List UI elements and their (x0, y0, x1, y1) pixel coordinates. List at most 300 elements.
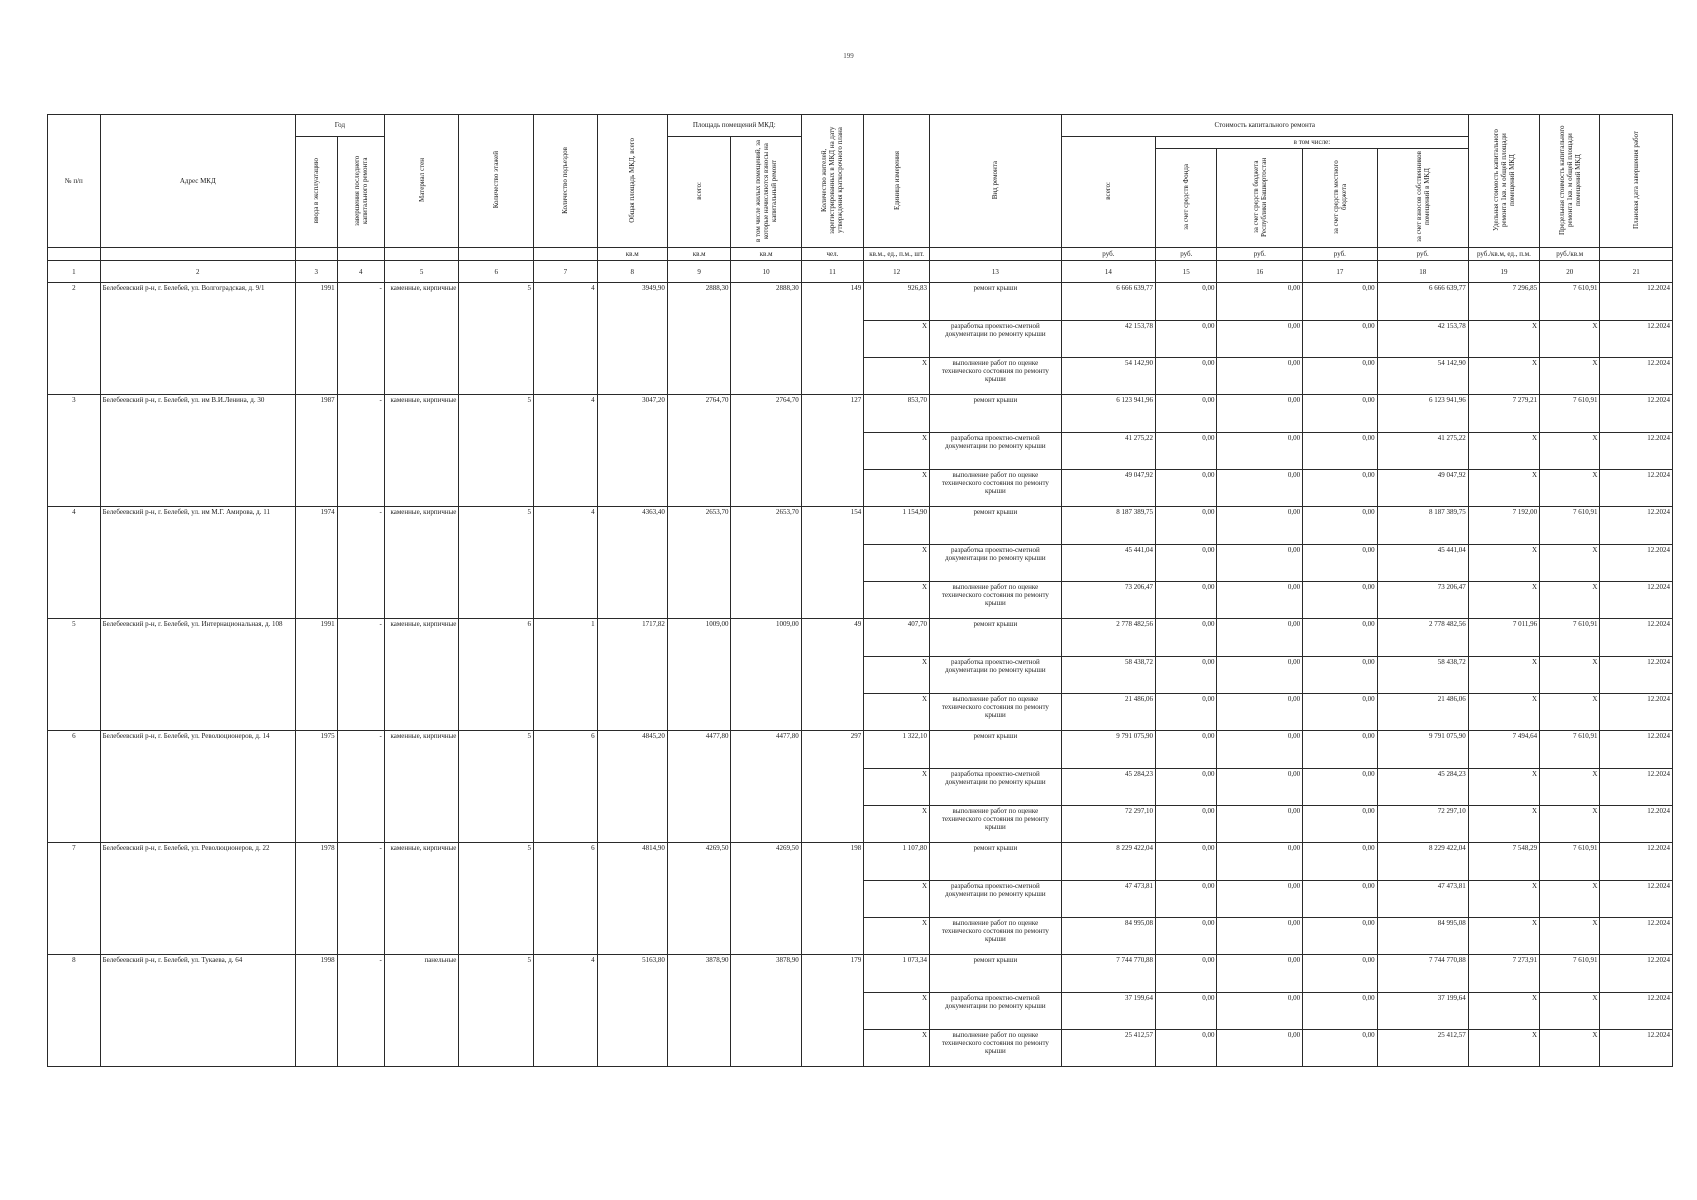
total-area-cell: 3949,90 (597, 283, 667, 395)
residents-cell: 149 (801, 283, 864, 395)
cost-total-cell: 45 284,23 (1061, 769, 1155, 806)
republic-cell: 0,00 (1217, 993, 1303, 1030)
area-all-cell: 2888,30 (667, 283, 731, 395)
unit-x-cell: X (864, 470, 930, 507)
header-deadline: Плановая дата завершения работ (1600, 115, 1673, 248)
republic-cell: 0,00 (1217, 918, 1303, 955)
republic-cell: 0,00 (1217, 731, 1303, 769)
local-cell: 0,00 (1303, 731, 1378, 769)
republic-cell: 0,00 (1217, 657, 1303, 694)
header-premises-area: Площадь помещений МКД: (667, 115, 801, 137)
area-paying-cell: 1009,00 (731, 619, 801, 731)
cost-total-cell: 41 275,22 (1061, 433, 1155, 470)
total-area-cell: 1717,82 (597, 619, 667, 731)
specific-cost-cell: 7 279,21 (1468, 395, 1539, 433)
address-cell: Белебеевский р-н, г. Белебей, ул. Революционеров, д. 22 (100, 843, 295, 955)
repair-year-cell: - (337, 395, 384, 507)
local-cell: 0,00 (1303, 881, 1378, 918)
specific-x-cell: X (1468, 321, 1539, 358)
max-x-cell: X (1540, 358, 1600, 395)
repair-year-cell: - (337, 619, 384, 731)
unit-x-cell: X (864, 918, 930, 955)
total-area-cell: 5163,80 (597, 955, 667, 1067)
fund-cell: 0,00 (1156, 507, 1217, 545)
column-number: 8 (597, 261, 667, 283)
max-x-cell: X (1540, 470, 1600, 507)
unit-republic: руб. (1217, 248, 1303, 261)
residents-cell: 154 (801, 507, 864, 619)
local-cell: 0,00 (1303, 507, 1378, 545)
deadline-cell: 12.2024 (1600, 358, 1673, 395)
work-type-cell: ремонт крыши (930, 731, 1062, 769)
row-number: 7 (48, 843, 101, 955)
unit-x-cell: X (864, 769, 930, 806)
column-number: 12 (864, 261, 930, 283)
fund-cell: 0,00 (1156, 1030, 1217, 1067)
republic-cell: 0,00 (1217, 955, 1303, 993)
max-x-cell: X (1540, 769, 1600, 806)
deadline-cell: 12.2024 (1600, 955, 1673, 993)
year-cell: 1978 (295, 843, 337, 955)
owners-cell: 6 123 941,96 (1377, 395, 1468, 433)
owners-cell: 58 438,72 (1377, 657, 1468, 694)
residents-cell: 297 (801, 731, 864, 843)
unit-max: руб./кв.м (1540, 248, 1600, 261)
header-floors: Количество этажей (459, 115, 534, 248)
local-cell: 0,00 (1303, 694, 1378, 731)
republic-cell: 0,00 (1217, 843, 1303, 881)
row-number: 8 (48, 955, 101, 1067)
max-x-cell: X (1540, 806, 1600, 843)
header-unit: Единица измерения (864, 115, 930, 248)
republic-cell: 0,00 (1217, 507, 1303, 545)
republic-cell: 0,00 (1217, 283, 1303, 321)
specific-cost-cell: 7 494,64 (1468, 731, 1539, 769)
work-type-cell: выполнение работ по оценке технического состояния по ремонту крыши (930, 358, 1062, 395)
row-number: 5 (48, 619, 101, 731)
header-area-paying: в том числе жилых помещений, за которые начисляются взносы на капитальный ремонт (731, 137, 801, 248)
header-entrances: Количество подъездов (534, 115, 598, 248)
cost-total-cell: 58 438,72 (1061, 657, 1155, 694)
specific-x-cell: X (1468, 918, 1539, 955)
floors-cell: 6 (459, 619, 534, 731)
local-cell: 0,00 (1303, 843, 1378, 881)
deadline-cell: 12.2024 (1600, 657, 1673, 694)
cost-total-cell: 37 199,64 (1061, 993, 1155, 1030)
house-row (48, 283, 1673, 321)
republic-cell: 0,00 (1217, 881, 1303, 918)
area-paying-cell: 2888,30 (731, 283, 801, 395)
max-x-cell: X (1540, 993, 1600, 1030)
work-type-cell: выполнение работ по оценке технического состояния по ремонту крыши (930, 582, 1062, 619)
republic-cell: 0,00 (1217, 395, 1303, 433)
cost-total-cell: 6 123 941,96 (1061, 395, 1155, 433)
entrances-cell: 4 (534, 283, 598, 395)
deadline-cell: 12.2024 (1600, 993, 1673, 1030)
deadline-cell: 12.2024 (1600, 806, 1673, 843)
column-number: 14 (1061, 261, 1155, 283)
specific-x-cell: X (1468, 657, 1539, 694)
owners-cell: 45 284,23 (1377, 769, 1468, 806)
local-cell: 0,00 (1303, 993, 1378, 1030)
deadline-cell: 12.2024 (1600, 918, 1673, 955)
local-cell: 0,00 (1303, 470, 1378, 507)
address-cell: Белебеевский р-н, г. Белебей, ул. Интернациональная, д. 108 (100, 619, 295, 731)
repair-year-cell: - (337, 955, 384, 1067)
cost-total-cell: 25 412,57 (1061, 1030, 1155, 1067)
column-number: 9 (667, 261, 731, 283)
specific-x-cell: X (1468, 993, 1539, 1030)
max-cost-cell: 7 610,91 (1540, 283, 1600, 321)
cost-total-cell: 2 778 482,56 (1061, 619, 1155, 657)
house-row (48, 731, 1673, 769)
specific-x-cell: X (1468, 881, 1539, 918)
local-cell: 0,00 (1303, 321, 1378, 358)
work-type-cell: ремонт крыши (930, 395, 1062, 433)
unit-x-cell: X (864, 433, 930, 470)
max-cost-cell: 7 610,91 (1540, 395, 1600, 433)
header-owners: за счет взносов собственников помещений в МКД (1377, 149, 1468, 248)
unit-area-paying: кв.м (731, 248, 801, 261)
address-cell: Белебеевский р-н, г. Белебей, ул. им В.И.Ленина, д. 30 (100, 395, 295, 507)
specific-x-cell: X (1468, 358, 1539, 395)
row-number: 3 (48, 395, 101, 507)
deadline-cell: 12.2024 (1600, 470, 1673, 507)
area-paying-cell: 2764,70 (731, 395, 801, 507)
cost-total-cell: 21 486,06 (1061, 694, 1155, 731)
column-number: 1 (48, 261, 101, 283)
address-cell: Белебеевский р-н, г. Белебей, ул. Революционеров, д. 14 (100, 731, 295, 843)
specific-x-cell: X (1468, 1030, 1539, 1067)
owners-cell: 73 206,47 (1377, 582, 1468, 619)
unit-cost-total: руб. (1061, 248, 1155, 261)
column-number: 5 (384, 261, 459, 283)
local-cell: 0,00 (1303, 918, 1378, 955)
specific-x-cell: X (1468, 433, 1539, 470)
entrances-cell: 4 (534, 955, 598, 1067)
deadline-cell: 12.2024 (1600, 619, 1673, 657)
fund-cell: 0,00 (1156, 470, 1217, 507)
material-cell: каменные, кирпичные (384, 619, 459, 731)
local-cell: 0,00 (1303, 806, 1378, 843)
republic-cell: 0,00 (1217, 1030, 1303, 1067)
max-cost-cell: 7 610,91 (1540, 619, 1600, 657)
local-cell: 0,00 (1303, 395, 1378, 433)
work-type-cell: ремонт крыши (930, 955, 1062, 993)
owners-cell: 84 995,08 (1377, 918, 1468, 955)
owners-cell: 41 275,22 (1377, 433, 1468, 470)
deadline-cell: 12.2024 (1600, 321, 1673, 358)
max-x-cell: X (1540, 545, 1600, 582)
unit-cell: 1 107,80 (864, 843, 930, 881)
unit-x-cell: X (864, 694, 930, 731)
cost-total-cell: 8 187 389,75 (1061, 507, 1155, 545)
fund-cell: 0,00 (1156, 283, 1217, 321)
header-num: № п/п (48, 115, 101, 248)
work-type-cell: разработка проектно-сметной документации по ремонту крыши (930, 881, 1062, 918)
unit-x-cell: X (864, 545, 930, 582)
max-x-cell: X (1540, 1030, 1600, 1067)
unit-total-area: кв.м (597, 248, 667, 261)
column-number: 18 (1377, 261, 1468, 283)
unit-x-cell: X (864, 1030, 930, 1067)
deadline-cell: 12.2024 (1600, 545, 1673, 582)
area-all-cell: 4477,80 (667, 731, 731, 843)
specific-cost-cell: 7 296,85 (1468, 283, 1539, 321)
header-area-all: всего: (667, 137, 731, 248)
column-number: 20 (1540, 261, 1600, 283)
specific-x-cell: X (1468, 769, 1539, 806)
unit-local: руб. (1303, 248, 1378, 261)
max-cost-cell: 7 610,91 (1540, 507, 1600, 545)
deadline-cell: 12.2024 (1600, 283, 1673, 321)
work-type-cell: разработка проектно-сметной документации по ремонту крыши (930, 993, 1062, 1030)
work-type-cell: выполнение работ по оценке технического состояния по ремонту крыши (930, 470, 1062, 507)
max-x-cell: X (1540, 582, 1600, 619)
material-cell: каменные, кирпичные (384, 507, 459, 619)
work-type-cell: ремонт крыши (930, 507, 1062, 545)
owners-cell: 21 486,06 (1377, 694, 1468, 731)
column-numbers-row (48, 261, 1673, 283)
max-x-cell: X (1540, 657, 1600, 694)
material-cell: каменные, кирпичные (384, 731, 459, 843)
column-number: 17 (1303, 261, 1378, 283)
cost-total-cell: 7 744 770,88 (1061, 955, 1155, 993)
cost-total-cell: 9 791 075,90 (1061, 731, 1155, 769)
owners-cell: 25 412,57 (1377, 1030, 1468, 1067)
work-type-cell: разработка проектно-сметной документации по ремонту крыши (930, 545, 1062, 582)
column-number: 21 (1600, 261, 1673, 283)
column-number: 6 (459, 261, 534, 283)
cost-total-cell: 42 153,78 (1061, 321, 1155, 358)
house-row (48, 619, 1673, 657)
floors-cell: 5 (459, 843, 534, 955)
fund-cell: 0,00 (1156, 545, 1217, 582)
work-type-cell: разработка проектно-сметной документации по ремонту крыши (930, 433, 1062, 470)
deadline-cell: 12.2024 (1600, 731, 1673, 769)
column-number: 19 (1468, 261, 1539, 283)
header-cost: Стоимость капитального ремонта (1061, 115, 1468, 137)
residents-cell: 198 (801, 843, 864, 955)
max-x-cell: X (1540, 694, 1600, 731)
owners-cell: 2 778 482,56 (1377, 619, 1468, 657)
area-all-cell: 2653,70 (667, 507, 731, 619)
column-number: 10 (731, 261, 801, 283)
owners-cell: 47 473,81 (1377, 881, 1468, 918)
republic-cell: 0,00 (1217, 582, 1303, 619)
unit-x-cell: X (864, 321, 930, 358)
republic-cell: 0,00 (1217, 433, 1303, 470)
local-cell: 0,00 (1303, 769, 1378, 806)
unit-cell: 853,70 (864, 395, 930, 433)
max-cost-cell: 7 610,91 (1540, 843, 1600, 881)
max-cost-cell: 7 610,91 (1540, 731, 1600, 769)
republic-cell: 0,00 (1217, 694, 1303, 731)
area-paying-cell: 3878,90 (731, 955, 801, 1067)
max-x-cell: X (1540, 918, 1600, 955)
unit-x-cell: X (864, 582, 930, 619)
residents-cell: 49 (801, 619, 864, 731)
work-type-cell: выполнение работ по оценке технического состояния по ремонту крыши (930, 918, 1062, 955)
column-number: 13 (930, 261, 1062, 283)
residents-cell: 127 (801, 395, 864, 507)
unit-fund: руб. (1156, 248, 1217, 261)
row-number: 6 (48, 731, 101, 843)
header-including: в том числе: (1156, 137, 1469, 149)
work-type-cell: выполнение работ по оценке технического состояния по ремонту крыши (930, 694, 1062, 731)
deadline-cell: 12.2024 (1600, 433, 1673, 470)
repair-year-cell: - (337, 843, 384, 955)
year-cell: 1991 (295, 619, 337, 731)
area-paying-cell: 4269,50 (731, 843, 801, 955)
unit-cell: 1 322,10 (864, 731, 930, 769)
republic-cell: 0,00 (1217, 619, 1303, 657)
specific-x-cell: X (1468, 806, 1539, 843)
column-number: 15 (1156, 261, 1217, 283)
material-cell: каменные, кирпичные (384, 843, 459, 955)
unit-x-cell: X (864, 657, 930, 694)
fund-cell: 0,00 (1156, 993, 1217, 1030)
owners-cell: 8 187 389,75 (1377, 507, 1468, 545)
local-cell: 0,00 (1303, 619, 1378, 657)
house-row (48, 395, 1673, 433)
republic-cell: 0,00 (1217, 769, 1303, 806)
fund-cell: 0,00 (1156, 843, 1217, 881)
cost-total-cell: 73 206,47 (1061, 582, 1155, 619)
header-address: Адрес МКД (100, 115, 295, 248)
page-number: 199 (843, 52, 854, 60)
header-year: Год (295, 115, 384, 137)
cost-total-cell: 47 473,81 (1061, 881, 1155, 918)
row-number: 2 (48, 283, 101, 395)
fund-cell: 0,00 (1156, 769, 1217, 806)
entrances-cell: 1 (534, 619, 598, 731)
fund-cell: 0,00 (1156, 694, 1217, 731)
local-cell: 0,00 (1303, 955, 1378, 993)
republic-cell: 0,00 (1217, 545, 1303, 582)
fund-cell: 0,00 (1156, 881, 1217, 918)
header-total-area: Общая площадь МКД, всего (597, 115, 667, 248)
local-cell: 0,00 (1303, 657, 1378, 694)
entrances-cell: 4 (534, 395, 598, 507)
total-area-cell: 4363,40 (597, 507, 667, 619)
deadline-cell: 12.2024 (1600, 769, 1673, 806)
work-type-cell: ремонт крыши (930, 283, 1062, 321)
cost-total-cell: 72 297,10 (1061, 806, 1155, 843)
house-row (48, 955, 1673, 993)
residents-cell: 179 (801, 955, 864, 1067)
owners-cell: 9 791 075,90 (1377, 731, 1468, 769)
fund-cell: 0,00 (1156, 395, 1217, 433)
work-type-cell: разработка проектно-сметной документации по ремонту крыши (930, 769, 1062, 806)
column-number: 11 (801, 261, 864, 283)
area-all-cell: 3878,90 (667, 955, 731, 1067)
specific-x-cell: X (1468, 470, 1539, 507)
max-x-cell: X (1540, 321, 1600, 358)
owners-cell: 45 441,04 (1377, 545, 1468, 582)
specific-cost-cell: 7 192,00 (1468, 507, 1539, 545)
work-type-cell: разработка проектно-сметной документации по ремонту крыши (930, 321, 1062, 358)
material-cell: каменные, кирпичные (384, 283, 459, 395)
specific-cost-cell: 7 273,91 (1468, 955, 1539, 993)
repair-year-cell: - (337, 283, 384, 395)
floors-cell: 5 (459, 507, 534, 619)
unit-area-all: кв.м (667, 248, 731, 261)
max-x-cell: X (1540, 881, 1600, 918)
fund-cell: 0,00 (1156, 582, 1217, 619)
header-fund: за счет средств Фонда (1156, 149, 1217, 248)
column-number: 3 (295, 261, 337, 283)
address-cell: Белебеевский р-н, г. Белебей, ул. Волгоградская, д. 9/1 (100, 283, 295, 395)
local-cell: 0,00 (1303, 433, 1378, 470)
material-cell: панельные (384, 955, 459, 1067)
total-area-cell: 4845,20 (597, 731, 667, 843)
local-cell: 0,00 (1303, 283, 1378, 321)
owners-cell: 42 153,78 (1377, 321, 1468, 358)
column-number: 2 (100, 261, 295, 283)
header-work-type: Вид ремонта (930, 115, 1062, 248)
house-row (48, 507, 1673, 545)
deadline-cell: 12.2024 (1600, 694, 1673, 731)
total-area-cell: 4814,90 (597, 843, 667, 955)
header-year-repair: завершения последнего капитального ремонта (337, 137, 384, 248)
house-row (48, 843, 1673, 881)
header-material: Материал стен (384, 115, 459, 248)
column-number: 4 (337, 261, 384, 283)
work-type-cell: ремонт крыши (930, 843, 1062, 881)
fund-cell: 0,00 (1156, 955, 1217, 993)
header-residents: Количество жителей, зарегистрированных в МКД на дату утверждения краткосрочного плана (801, 115, 864, 248)
unit-cell: 407,70 (864, 619, 930, 657)
header-max-cost: Предельная стоимость капитального ремонта 1кв. м общей площади помещений МКД (1540, 115, 1600, 248)
work-type-cell: выполнение работ по оценке технического состояния по ремонту крыши (930, 1030, 1062, 1067)
owners-cell: 49 047,92 (1377, 470, 1468, 507)
deadline-cell: 12.2024 (1600, 395, 1673, 433)
specific-x-cell: X (1468, 694, 1539, 731)
floors-cell: 5 (459, 731, 534, 843)
fund-cell: 0,00 (1156, 918, 1217, 955)
unit-unit: кв.м., ед., п.м., шт. (864, 248, 930, 261)
unit-cell: 1 073,34 (864, 955, 930, 993)
specific-x-cell: X (1468, 545, 1539, 582)
year-cell: 1998 (295, 955, 337, 1067)
header-cost-total: всего: (1061, 137, 1155, 248)
entrances-cell: 6 (534, 731, 598, 843)
entrances-cell: 4 (534, 507, 598, 619)
year-cell: 1991 (295, 283, 337, 395)
deadline-cell: 12.2024 (1600, 843, 1673, 881)
cost-total-cell: 6 666 639,77 (1061, 283, 1155, 321)
deadline-cell: 12.2024 (1600, 582, 1673, 619)
work-type-cell: разработка проектно-сметной документации по ремонту крыши (930, 657, 1062, 694)
area-paying-cell: 4477,80 (731, 731, 801, 843)
unit-residents: чел. (801, 248, 864, 261)
repair-plan-table (47, 114, 1673, 1067)
row-number: 4 (48, 507, 101, 619)
fund-cell: 0,00 (1156, 731, 1217, 769)
header-local: за счет средств местного бюджета (1303, 149, 1378, 248)
fund-cell: 0,00 (1156, 657, 1217, 694)
floors-cell: 5 (459, 955, 534, 1067)
republic-cell: 0,00 (1217, 358, 1303, 395)
specific-x-cell: X (1468, 582, 1539, 619)
republic-cell: 0,00 (1217, 806, 1303, 843)
work-type-cell: ремонт крыши (930, 619, 1062, 657)
fund-cell: 0,00 (1156, 806, 1217, 843)
republic-cell: 0,00 (1217, 321, 1303, 358)
unit-x-cell: X (864, 993, 930, 1030)
cost-total-cell: 49 047,92 (1061, 470, 1155, 507)
